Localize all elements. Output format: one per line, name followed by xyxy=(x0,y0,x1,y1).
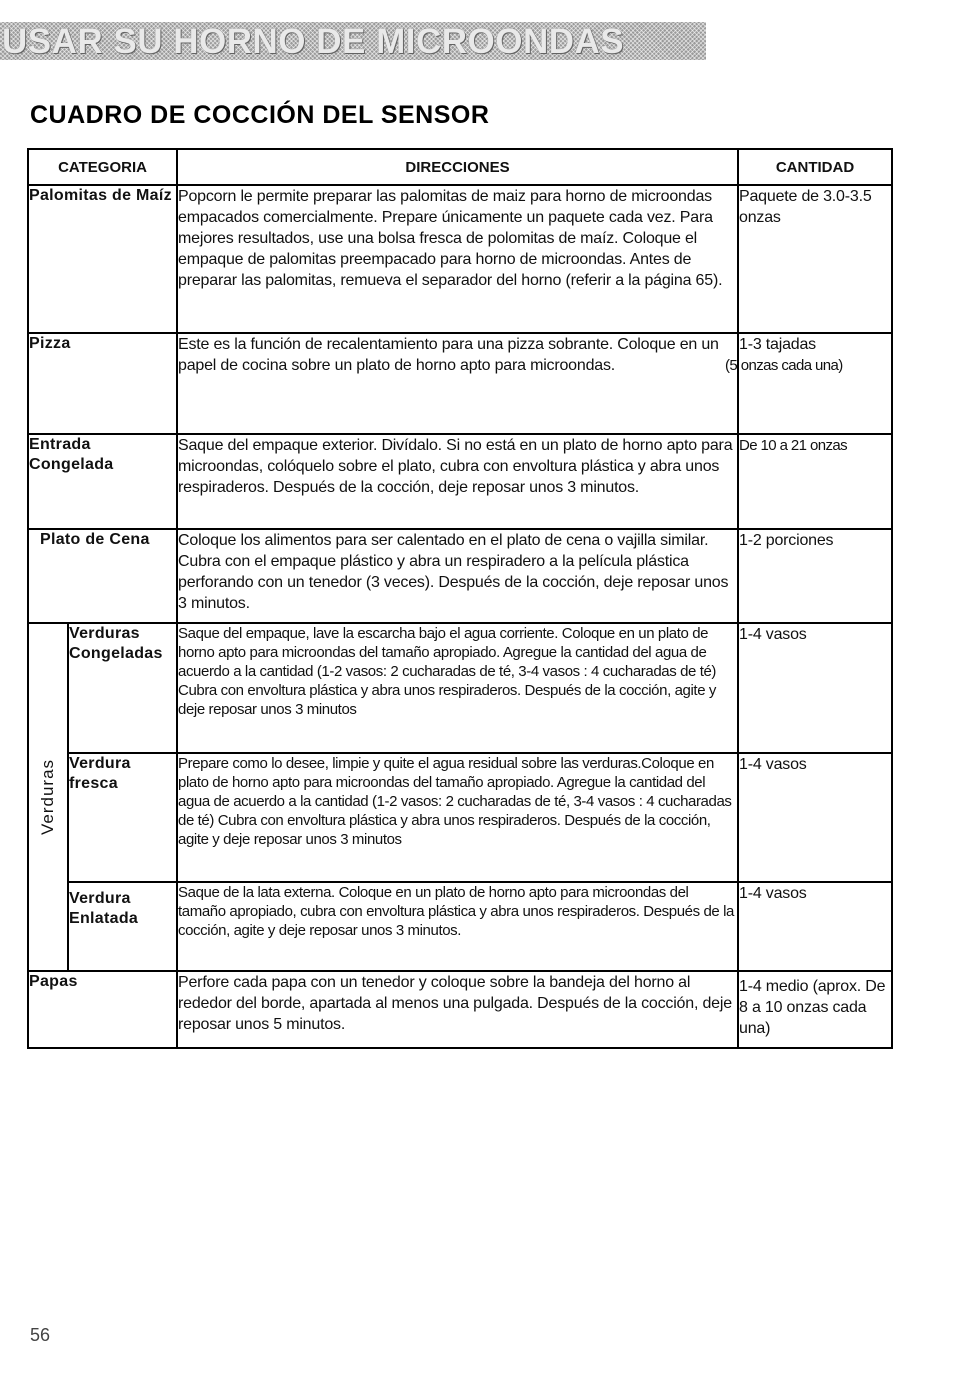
table-row xyxy=(28,185,892,333)
quantity-cell: 1-2 porciones xyxy=(738,529,892,623)
table-header-row xyxy=(28,149,892,185)
page-title: CUADRO DE COCCIÓN DEL SENSOR xyxy=(30,101,490,129)
quantity-cell: 1-4 vasos xyxy=(738,623,892,753)
page-number: 56 xyxy=(30,1325,51,1345)
table-row xyxy=(28,333,892,434)
directions-cell: Coloque los alimentos para ser calentado en el plato de cena o vajilla similar. Cubra con el empaque plástico y abra un respiradero a la película plástica perforando con un tenedor (3 veces). Después de la cocción, deje reposar unos 3 minutos. xyxy=(177,529,738,623)
quantity-note: (5 onzas cada una) xyxy=(725,357,843,374)
directions-cell: Saque del empaque exterior. Divídalo. Si no está en un plato de horno apto para microondas, colóquelo sobre el plato, cubra con envoltura plástica y abra unos respiraderos. Después de la cocción, deje reposar unos 3 minutos. xyxy=(177,434,738,529)
directions-cell: Este es la función de recalentamiento para una pizza sobrante. Coloque en un papel de cocina sobre un plato de horno apto para microondas. xyxy=(177,333,738,434)
table-row xyxy=(28,623,892,753)
quantity-value: 1-3 tajadas xyxy=(739,336,816,353)
table-row xyxy=(28,882,892,971)
directions-cell: Saque de la lata externa. Coloque en un plato de horno apto para microondas del tamaño apropiado, cubra con envoltura plástica y abra unos respiraderos. Después de la cocción, agite y deje reposar unos 3 minutos. xyxy=(177,882,738,971)
directions-cell: Perfore cada papa con un tenedor y coloque sobre la bandeja del horno al rededor del borde, apartada al menos una pulgada. Después de la cocción, deje reposar unos 5 minutos. xyxy=(177,971,738,1048)
section-banner-text: USAR SU HORNO DE MICROONDAS xyxy=(2,22,625,60)
quantity-cell: De 10 a 21 onzas xyxy=(738,434,892,529)
table-row xyxy=(28,971,892,1048)
sensor-cooking-chart xyxy=(27,148,893,1049)
quantity-cell: 1-4 vasos xyxy=(738,882,892,971)
category-cell: Palomitas de Maíz xyxy=(28,185,177,333)
quantity-cell: 1-4 vasos xyxy=(738,753,892,882)
directions-cell: Prepare como lo desee, limpie y quite el agua residual sobre las verduras.Coloque en plato de horno apto para microondas del tamaño apropiado. Agregue la cantidad del agua de acuerdo a la cantidad (1-2 vasos: 2 cucharadas de té, 3-4 vasos : 4 cucharadas de té) Cubra con envoltura plástica y abra unos respiraderos. Después de la cocción, agite y deje reposar unos 3 minutos xyxy=(177,753,738,882)
subcategory-cell: Verdura fresca xyxy=(68,753,177,882)
quantity-cell: Paquete de 3.0-3.5 onzas xyxy=(738,185,892,333)
quantity-cell: 1-4 medio (aprox. De 8 a 10 onzas cada una) xyxy=(738,971,892,1048)
quantity-cell xyxy=(725,333,892,434)
subcategory-cell: Verdura Enlatada xyxy=(68,882,177,971)
table-row xyxy=(28,434,892,529)
vegetables-group-label: Verduras xyxy=(38,758,57,836)
table-row xyxy=(28,753,892,882)
subcategory-cell: Verduras Congeladas xyxy=(68,623,177,753)
directions-cell: Popcorn le permite preparar las palomitas de maiz para horno de microondas empacados comercialmente. Prepare únicamente un paquete cada vez. Para mejores resultados, use una bolsa fresca de polomitas de maíz. Coloque el empaque de palomitas preempacado para horno de microondas. Antes de preparar las palomitas, remueva el separador del horno (referir a la página 65). xyxy=(177,185,738,333)
directions-cell: Saque del empaque, lave la escarcha bajo el agua corriente. Coloque en un plato de horno apto para microondas del tamaño apropiado. Agregue la cantidad del agua de acuerdo a la cantidad (1-2 vasos: 2 cucharadas de té, 3-4 vasos : 4 cucharadas de té) Cubra con envoltura plástica y abra unos respiraderos. Después de la cocción, agite y deje reposar unos 3 minutos xyxy=(177,623,738,753)
category-cell: Entrada Congelada xyxy=(28,434,177,529)
table-row xyxy=(28,529,892,623)
vegetables-group-cell xyxy=(28,623,68,971)
category-cell: Pizza xyxy=(28,333,177,434)
category-cell: Papas xyxy=(28,971,177,1048)
header-directions: DIRECCIONES xyxy=(177,149,738,185)
header-quantity: CANTIDAD xyxy=(738,149,892,185)
category-cell: Plato de Cena xyxy=(28,529,177,623)
header-category: CATEGORIA xyxy=(28,149,177,185)
section-banner xyxy=(0,22,706,60)
